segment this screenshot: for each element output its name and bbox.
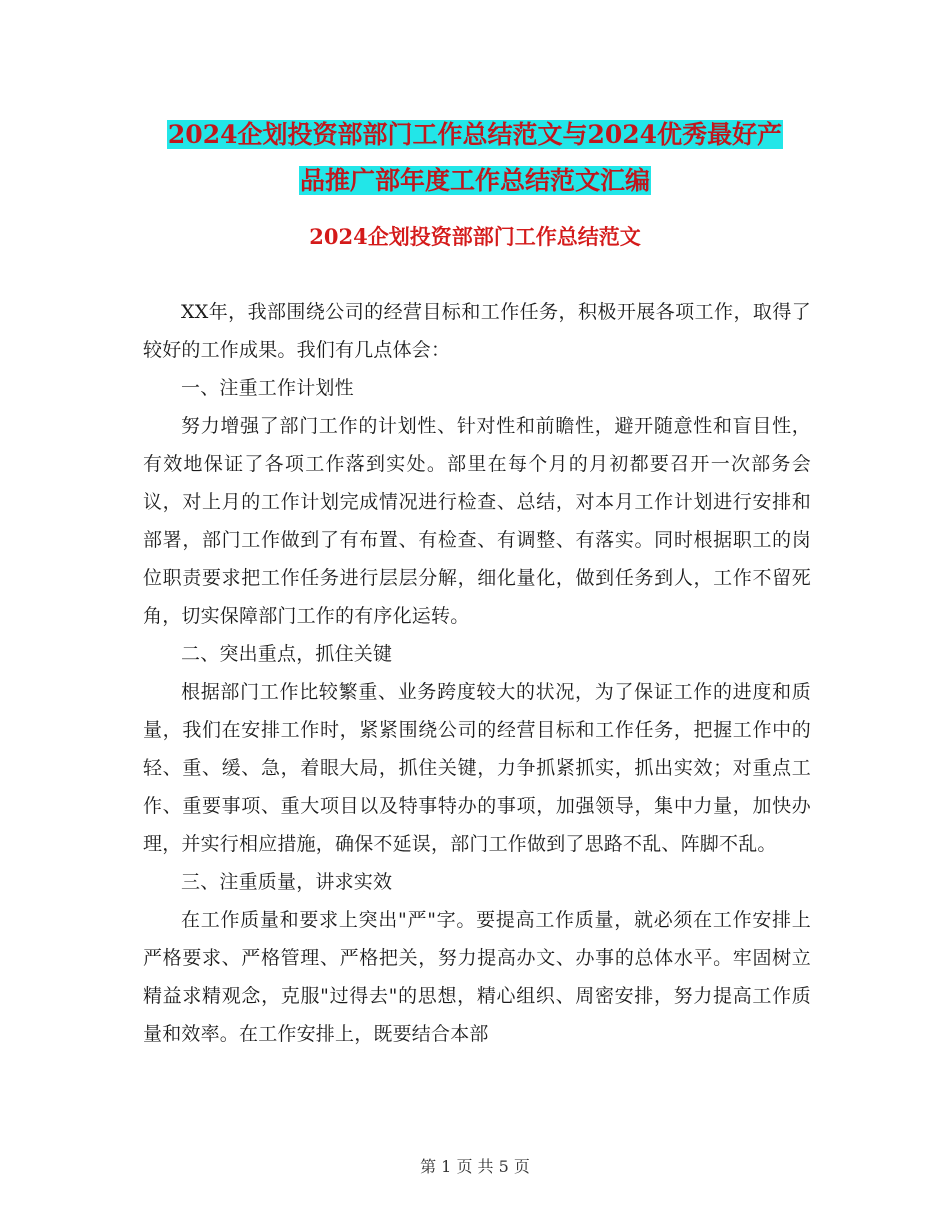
- heading-3: 三、注重质量，讲求实效: [181, 871, 393, 893]
- paragraph-2: 根据部门工作比较繁重、业务跨度较大的状况，为了保证工作的进度和质量，我们在安排工作时，紧紧围绕公司的经营目标和工作任务，把握工作中的轻、重、缓、急，着眼大局，抓住关键，力争抓紧抓实，抓出实效；对重点工作、重要事项、重大项目以及特事特办的事项，加强领导，集中力量，加快办理，并实行相应措施，确保不延误，部门工作做到了思路不乱、阵脚不乱。: [143, 681, 811, 855]
- document-title: [100, 112, 850, 204]
- section-title: 2024企划投资部部门工作总结范文: [309, 224, 641, 249]
- heading-2: 二、突出重点，抓住关键: [181, 643, 393, 665]
- page-footer: 第 1 页 共 5 页: [420, 1157, 530, 1176]
- document-title-line2: 品推广部年度工作总结范文汇编: [299, 166, 650, 195]
- paragraph-3: 在工作质量和要求上突出"严"字。要提高工作质量，就必须在工作安排上严格要求、严格管理、严格把关，努力提高办文、办事的总体水平。牢固树立精益求精观念，克服"过得去"的思想，精心组织、周密安排，努力提高工作质量和效率。在工作安排上，既要结合本部: [143, 909, 811, 1045]
- heading-1: 一、注重工作计划性: [181, 377, 354, 399]
- paragraph-intro: XX年，我部围绕公司的经营目标和工作任务，积极开展各项工作，取得了较好的工作成果。我们有几点体会：: [143, 301, 811, 361]
- document-title-line1: 2024企划投资部部门工作总结范文与2024优秀最好产: [167, 120, 783, 149]
- paragraph-1: 努力增强了部门工作的计划性、针对性和前瞻性，避开随意性和盲目性，有效地保证了各项工作落到实处。部里在每个月的月初都要召开一次部务会议，对上月的工作计划完成情况进行检查、总结，对本月工作计划进行安排和部署，部门工作做到了有布置、有检查、有调整、有落实。同时根据职工的岗位职责要求把工作任务进行层层分解，细化量化，做到任务到人，工作不留死角，切实保障部门工作的有序化运转。: [143, 415, 811, 627]
- document-body: [143, 293, 811, 1053]
